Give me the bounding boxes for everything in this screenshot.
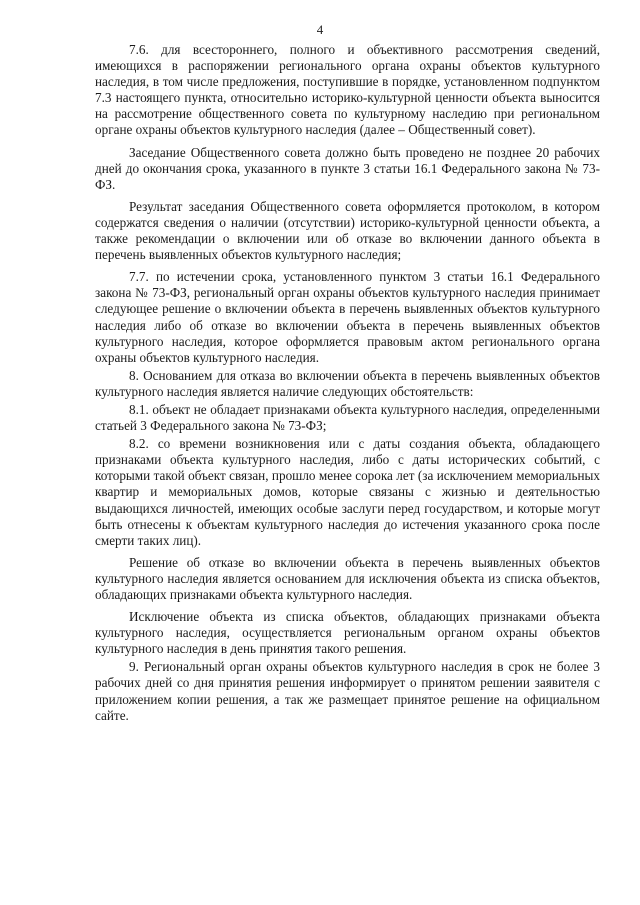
page-number: 4: [316, 22, 324, 37]
paragraph-8: 8. Основанием для отказа во включении объекта в перечень выявленных объектов культурного наследия является наличие следующих обстоятельств:: [95, 367, 600, 399]
paragraph-council-meeting-deadline: Заседание Общественного совета должно быть проведено не позднее 20 рабочих дней до окончания срока, указанного в пункте 3 статьи 16.1 Федерального закона № 73-ФЗ.: [95, 144, 600, 192]
paragraph-council-meeting-result: Результат заседания Общественного совета оформляется протоколом, в котором содержатся сведения о наличии (отсутствии) историко-культурной ценности объекта, а также рекомендации о включении или об отказе во включении данного объекта в перечень выявленных объектов культурного наследия;: [95, 198, 600, 263]
paragraph-refusal-decision: Решение об отказе во включении объекта в перечень выявленных объектов культурного наследия является основанием для исключения объекта из списка объектов, обладающих признаками объекта культурного наследия.: [95, 554, 600, 602]
document-body: [95, 42, 600, 726]
paragraph-7-7: 7.7. по истечении срока, установленного пунктом 3 статьи 16.1 Федерального закона № 73-ФЗ, региональный орган охраны объектов культурного наследия принимает следующее решение о включении объекта в перечень выявленных объектов культурного наследия либо об отказе во включении объекта в перечень выявленных объектов культурного наследия, которое оформляется правовым актом регионального органа охраны объектов культурного наследия.: [95, 269, 600, 365]
paragraph-7-6: 7.6. для всестороннего, полного и объективного рассмотрения сведений, имеющихся в распоряжении регионального органа охраны объектов культурного наследия, в том числе предложения, поступившие в порядке, установленном подпунктом 7.3 настоящего пункта, относительно историко-культурной ценности объекта выносится на рассмотрение общественного совета по культурному наследию при региональном органе охраны объектов культурного наследия (далее – Общественный совет).: [95, 42, 600, 138]
paragraph-9: 9. Региональный орган охраны объектов культурного наследия в срок не более 3 рабочих дней со дня принятия решения информирует о принятом решении заявителя с приложением копии решения, а так же размещает принятое решение на официальном сайте.: [95, 659, 600, 723]
paragraph-exclusion: Исключение объекта из списка объектов, обладающих признаками объекта культурного наследия, осуществляется региональным органом охраны объектов культурного наследия в день принятия такого решения.: [95, 609, 600, 657]
paragraph-8-1: 8.1. объект не обладает признаками объекта культурного наследия, определенными статьей 3 Федерального закона № 73-ФЗ;: [95, 401, 600, 434]
paragraph-8-2: 8.2. со времени возникновения или с даты создания объекта, обладающего признаками объекта культурного наследия, либо с даты исторических событий, с которыми такой объект связан, прошло менее сорока лет (за исключением мемориальных квартир и мемориальных домов, которые связаны с жизнью и деятельностью выдающихся личностей, имеющих особые заслуги перед государством, и которые могут быть отнесены к объектам культурного наследия до истечения указанного срока после смерти таких лиц).: [95, 436, 600, 548]
